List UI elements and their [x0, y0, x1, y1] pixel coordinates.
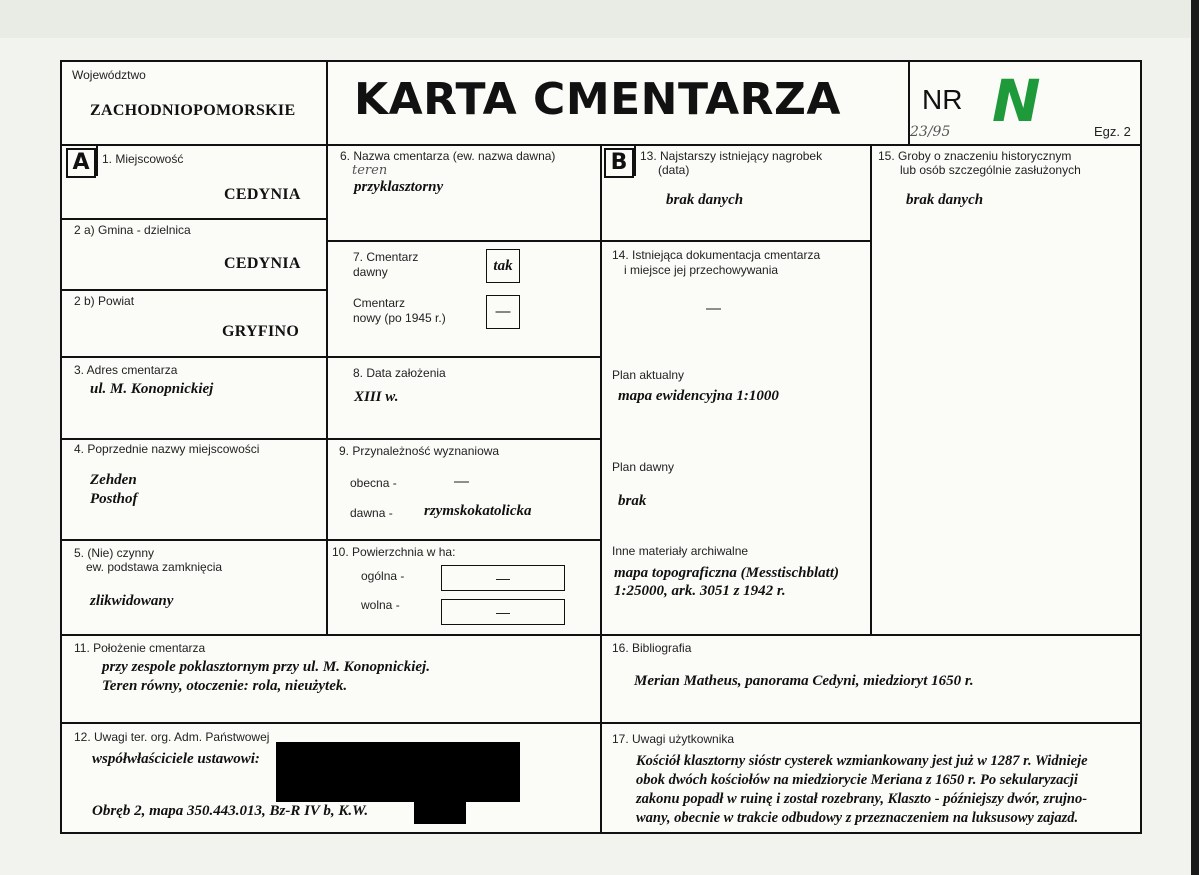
f9-obecna-label: obecna - [350, 476, 397, 490]
f15-value: brak danych [906, 192, 984, 208]
f14-label-2: i miejsce jej przechowywania [624, 263, 779, 277]
divider-f3 [62, 438, 600, 440]
f9-dawna-value: rzymskokatolicka [424, 503, 532, 519]
plan-aktualny-value: mapa ewidencyjna 1:1000 [618, 388, 779, 404]
f15-label-2: lub osób szczególnie zasłużonych [900, 163, 1081, 177]
f16-label: 16. Bibliografia [612, 641, 692, 655]
f10-wolna-label: wolna - [361, 598, 400, 612]
inne-materialy-label: Inne materiały archiwalne [612, 544, 749, 558]
plan-dawny-value: brak [618, 493, 647, 509]
f1-label: 1. Miejscowość [102, 152, 184, 166]
nr-stamp: N [992, 67, 1041, 135]
divider-col2 [600, 144, 602, 834]
section-b-divider [634, 144, 636, 176]
f9-obecna-value: — [454, 473, 469, 490]
f5-label-1: 5. (Nie) czynny [74, 546, 155, 560]
f8-value: XIII w. [354, 389, 399, 405]
wojewodztwo-label: Województwo [72, 68, 146, 82]
f7-nowy-box: — [486, 295, 520, 329]
f1-value: CEDYNIA [224, 186, 301, 203]
divider-f13 [600, 240, 870, 242]
redaction-block-2 [414, 802, 466, 824]
scan-top-band [0, 0, 1199, 38]
f17-line-4: wany, obecnie w trakcie odbudowy z przeznaczeniem na luksusowy zajazd. [636, 810, 1079, 826]
f4-value-1: Zehden [90, 472, 137, 488]
section-b-marker: B [604, 148, 634, 178]
f12-line-1: współwłaściciele ustawowi: [92, 751, 260, 767]
f17-line-3: zakonu popadł w ruinę i został rozebrany, Klaszto - późniejszy dwór, zrujno- [636, 791, 1088, 807]
f10-ogolna-label: ogólna - [361, 569, 405, 583]
f3-value: ul. M. Konopnickiej [90, 381, 214, 397]
f14-value: — [706, 300, 721, 317]
f17-line-1: Kościół klasztorny sióstr cysterek wzmiankowany jest już w 1287 r. Widnieje [636, 753, 1088, 769]
f17-line-2: obok dwóch kościołów na miedziorycie Meriana z 1650 r. Po sekularyzacji [636, 772, 1078, 788]
page-title: KARTA CMENTARZA [354, 74, 841, 125]
section-a-marker: A [66, 148, 96, 178]
f11-line-1: przy zespole poklasztornym przy ul. M. Konopnickiej. [102, 659, 430, 675]
divider-f10 [62, 634, 1140, 636]
f9-label: 9. Przynależność wyznaniowa [339, 444, 500, 458]
nr-handwritten: 23/95 [910, 124, 951, 140]
f5-label-2: ew. podstawa zamknięcia [86, 560, 223, 574]
scan-right-edge [1191, 0, 1199, 875]
f6-handwritten: teren [352, 163, 388, 178]
wojewodztwo-value: ZACHODNIOPOMORSKIE [90, 102, 296, 119]
plan-aktualny-label: Plan aktualny [612, 368, 685, 382]
f9-dawna-label: dawna - [350, 506, 393, 520]
f16-value: Merian Matheus, panorama Cedyni, miedzioryt 1650 r. [634, 673, 974, 689]
egz-label: Egz. 2 [1094, 124, 1131, 139]
f7-label-1: 7. Cmentarz [353, 250, 419, 264]
section-a-divider [96, 144, 98, 176]
divider-f2b [62, 356, 600, 358]
f6-label: 6. Nazwa cmentarza (ew. nazwa dawna) [340, 149, 556, 163]
f10-label: 10. Powierzchnia w ha: [332, 545, 456, 559]
f8-label: 8. Data założenia [353, 366, 446, 380]
f2b-label: 2 b) Powiat [74, 294, 135, 308]
divider-f4 [62, 539, 600, 541]
nr-label: NR [922, 84, 963, 115]
f5-value: zlikwidowany [90, 593, 174, 609]
cemetery-card [60, 60, 1142, 834]
divider-header-left [326, 62, 328, 144]
f6-value: przyklasztorny [354, 179, 444, 195]
redaction-block-1 [276, 742, 520, 802]
f13-label-2: (data) [658, 163, 690, 177]
f2a-value: CEDYNIA [224, 255, 301, 272]
divider-f2a [62, 289, 326, 291]
f13-label-1: 13. Najstarszy istniejący nagrobek [640, 149, 823, 163]
divider-col1 [326, 144, 328, 634]
f12-label: 12. Uwagi ter. org. Adm. Państwowej [74, 730, 270, 744]
plan-dawny-label: Plan dawny [612, 460, 675, 474]
f7-nowy-label-2: nowy (po 1945 r.) [353, 311, 446, 325]
f17-label: 17. Uwagi użytkownika [612, 732, 735, 746]
f10-ogolna-box: — [441, 565, 565, 591]
f2b-value: GRYFINO [222, 323, 300, 340]
f7-dawny-box: tak [486, 249, 520, 283]
inne-materialy-line-1: mapa topograficzna (Messtischblatt) [614, 565, 840, 581]
divider-f1 [62, 218, 326, 220]
divider-f6 [326, 240, 600, 242]
f12-line-2: Obręb 2, mapa 350.443.013, Bz-R IV b, K.W. [92, 803, 369, 819]
divider-f11 [62, 722, 1140, 724]
f11-label: 11. Położenie cmentarza [74, 641, 206, 655]
f7-label-2: dawny [353, 265, 388, 279]
f4-label: 4. Poprzednie nazwy miejscowości [74, 442, 260, 456]
f14-label-1: 14. Istniejąca dokumentacja cmentarza [612, 248, 821, 262]
inne-materialy-line-2: 1:25000, ark. 3051 z 1942 r. [614, 583, 786, 599]
f2a-label: 2 a) Gmina - dzielnica [74, 223, 191, 237]
f15-label-1: 15. Groby o znaczeniu historycznym [878, 149, 1072, 163]
f10-wolna-box: — [441, 599, 565, 625]
f7-nowy-label-1: Cmentarz [353, 296, 406, 310]
f13-value: brak danych [666, 192, 744, 208]
f11-line-2: Teren równy, otoczenie: rola, nieużytek. [102, 678, 348, 694]
divider-col3 [870, 144, 872, 634]
f3-label: 3. Adres cmentarza [74, 363, 178, 377]
f4-value-2: Posthof [90, 491, 138, 507]
